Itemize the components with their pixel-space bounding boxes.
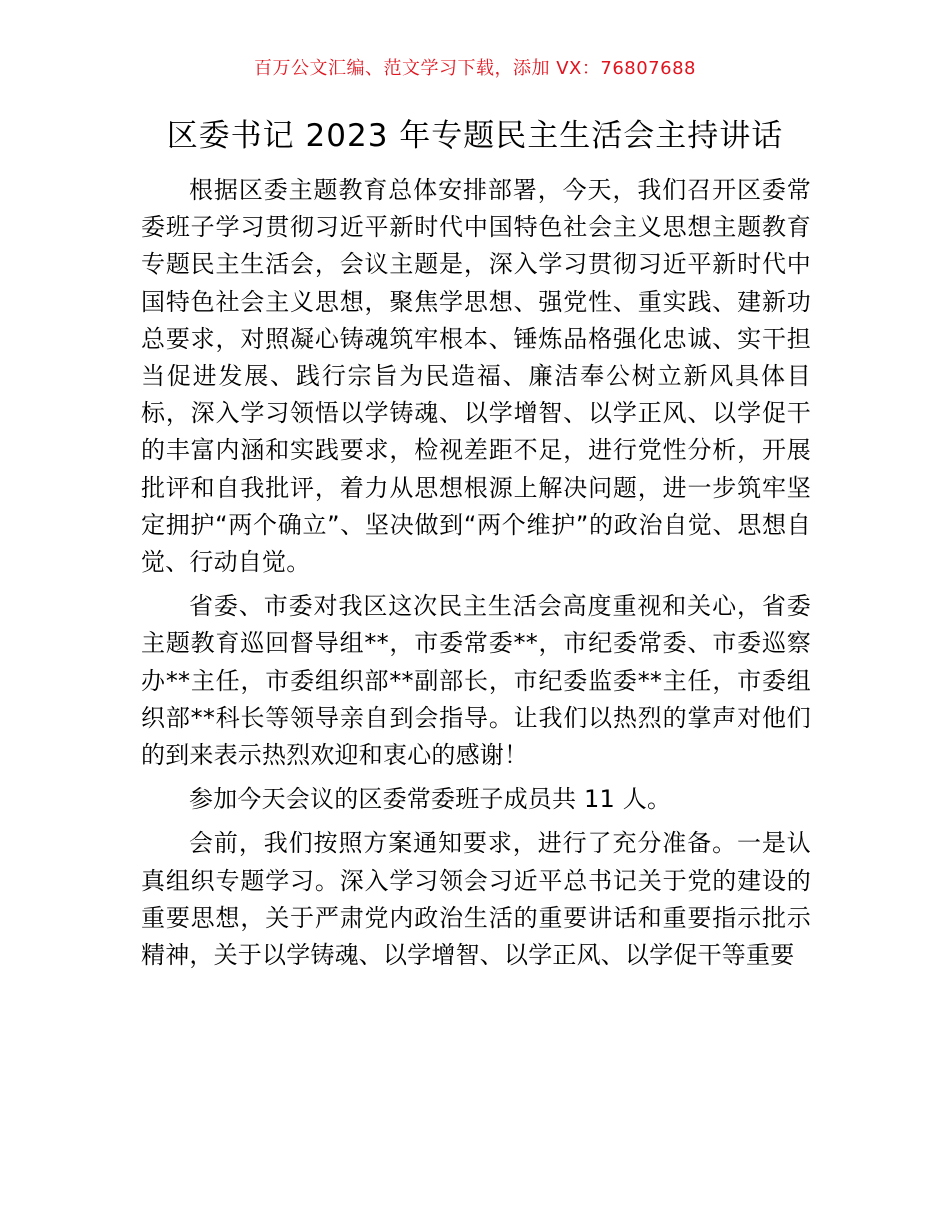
paragraph-attendance: 参加今天会议的区委常委班子成员共 11 人。 (189, 785, 672, 814)
document-body (141, 172, 811, 981)
paragraph-preparation: 会前，我们按照方案通知要求，进行了充分准备。一是认真组织专题学习。深入学习领会习近平总书记关于党的建设的重要思想，关于严肃党内政治生活的重要讲话和重要指示批示精神，关于以学铸魂、以学增智、以学正风、以学促干等重要 (141, 829, 811, 970)
page-title: 区委书记 2023 年专题民主生活会主持讲话 (166, 118, 784, 154)
paragraph-opening: 根据区委主题教育总体安排部署，今天，我们召开区委常委班子学习贯彻习近平新时代中国特色社会主义思想主题教育专题民主生活会，会议主题是，深入学习贯彻习近平新时代中国特色社会主义思想，聚焦学思想、强党性、重实践、建新功总要求，对照凝心铸魂筑牢根本、锤炼品格强化忠诚、实干担当促进发展、践行宗旨为民造福、廉洁奉公树立新风具体目标，深入学习领悟以学铸魂、以学增智、以学正风、以学促干的丰富内涵和实践要求，检视差距不足，进行党性分析，开展批评和自我批评，着力从思想根源上解决问题，进一步筑牢坚定拥护“两个确立”、坚决做到“两个维护”的政治自觉、思想自觉、行动自觉。 (141, 176, 811, 577)
paragraph-guests: 省委、市委对我区这次民主生活会高度重视和关心，省委主题教育巡回督导组**，市委常委**，市纪委常委、市委巡察办**主任，市委组织部**副部长，市纪委监委**主任，市委组织部**科长等领导亲自到会指导。让我们以热烈的掌声对他们的到来表示热烈欢迎和衷心的感谢！ (141, 592, 811, 770)
header-watermark-note: 百万公文汇编、范文学习下载，添加 VX：76807688 (254, 58, 696, 79)
